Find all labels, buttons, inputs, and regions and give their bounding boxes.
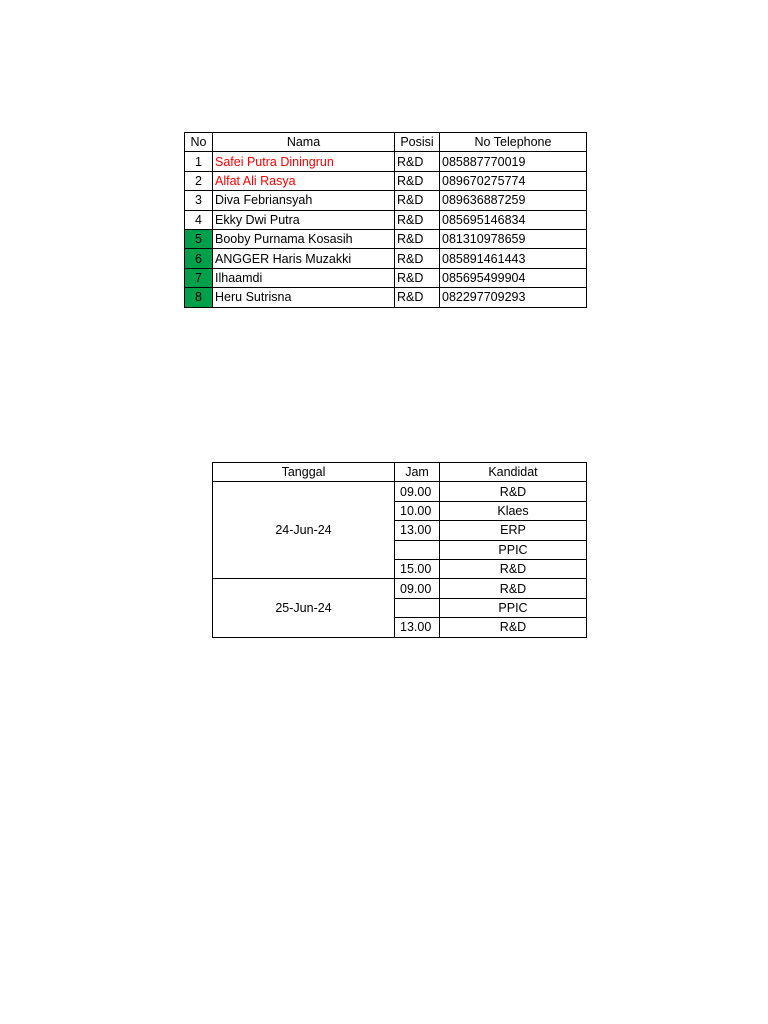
cell-posisi: R&D <box>395 191 440 210</box>
cell-no: 3 <box>185 191 213 210</box>
table-row <box>213 482 587 501</box>
candidate-table <box>184 132 587 308</box>
table-row <box>185 171 587 190</box>
cell-posisi: R&D <box>395 152 440 171</box>
table-header-row <box>213 463 587 482</box>
cell-telepon: 082297709293 <box>440 288 587 307</box>
cell-telepon: 085891461443 <box>440 249 587 268</box>
cell-jam: 13.00 <box>395 521 440 540</box>
cell-telepon: 085887770019 <box>440 152 587 171</box>
cell-jam: 13.00 <box>395 618 440 637</box>
header-telepon: No Telephone <box>440 133 587 152</box>
cell-nama: Ekky Dwi Putra <box>213 210 395 229</box>
cell-nama: Heru Sutrisna <box>213 288 395 307</box>
cell-nama: Safei Putra Diningrun <box>213 152 395 171</box>
table-header-row <box>185 133 587 152</box>
cell-posisi: R&D <box>395 249 440 268</box>
cell-telepon: 081310978659 <box>440 229 587 248</box>
cell-telepon: 085695146834 <box>440 210 587 229</box>
cell-tanggal: 25-Jun-24 <box>213 579 395 637</box>
header-nama: Nama <box>213 133 395 152</box>
cell-nama: ANGGER Haris Muzakki <box>213 249 395 268</box>
cell-nama: Booby Purnama Kosasih <box>213 229 395 248</box>
cell-no: 4 <box>185 210 213 229</box>
cell-kandidat: PPIC <box>440 540 587 559</box>
table-row <box>185 229 587 248</box>
cell-telepon: 089636887259 <box>440 191 587 210</box>
cell-nama: Diva Febriansyah <box>213 191 395 210</box>
cell-tanggal: 24-Jun-24 <box>213 482 395 579</box>
cell-posisi: R&D <box>395 171 440 190</box>
cell-kandidat: R&D <box>440 559 587 578</box>
cell-no: 1 <box>185 152 213 171</box>
cell-no-highlighted: 5 <box>185 229 213 248</box>
table-row <box>185 191 587 210</box>
table-row <box>185 210 587 229</box>
cell-jam: 09.00 <box>395 579 440 598</box>
header-kandidat: Kandidat <box>440 463 587 482</box>
header-no: No <box>185 133 213 152</box>
cell-jam: 15.00 <box>395 559 440 578</box>
cell-kandidat: Klaes <box>440 501 587 520</box>
header-jam: Jam <box>395 463 440 482</box>
cell-no: 2 <box>185 171 213 190</box>
table-row <box>185 288 587 307</box>
table-row <box>185 268 587 287</box>
schedule-table <box>212 462 587 638</box>
cell-posisi: R&D <box>395 288 440 307</box>
cell-telepon: 089670275774 <box>440 171 587 190</box>
cell-no-highlighted: 7 <box>185 268 213 287</box>
cell-kandidat: R&D <box>440 579 587 598</box>
cell-jam <box>395 540 440 559</box>
header-tanggal: Tanggal <box>213 463 395 482</box>
table-row <box>185 249 587 268</box>
cell-jam: 09.00 <box>395 482 440 501</box>
header-posisi: Posisi <box>395 133 440 152</box>
table-row <box>213 579 587 598</box>
cell-kandidat: ERP <box>440 521 587 540</box>
cell-posisi: R&D <box>395 268 440 287</box>
cell-posisi: R&D <box>395 229 440 248</box>
cell-nama: Ilhaamdi <box>213 268 395 287</box>
cell-kandidat: R&D <box>440 482 587 501</box>
cell-no-highlighted: 8 <box>185 288 213 307</box>
table-row <box>185 152 587 171</box>
cell-kandidat: R&D <box>440 618 587 637</box>
cell-nama: Alfat Ali Rasya <box>213 171 395 190</box>
cell-posisi: R&D <box>395 210 440 229</box>
cell-kandidat: PPIC <box>440 598 587 617</box>
cell-jam <box>395 598 440 617</box>
cell-telepon: 085695499904 <box>440 268 587 287</box>
cell-no-highlighted: 6 <box>185 249 213 268</box>
cell-jam: 10.00 <box>395 501 440 520</box>
